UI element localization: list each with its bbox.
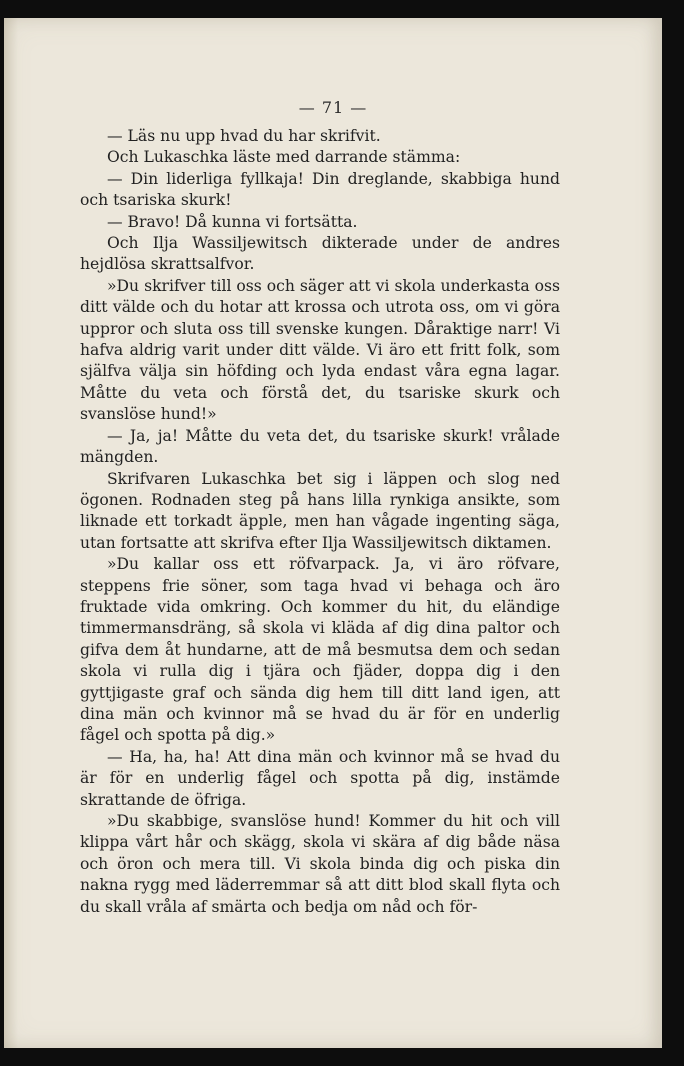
- paragraph: »Du kallar oss ett röfvarpack. Ja, vi äro röfvare, steppens frie söner, som taga hvad vi behaga och äro fruktade vida omkring. Och kommer du hit, du eländige timmermansdräng, så skola vi kläda af dig dina paltor och gifva dem åt hundarne, att de må besmutsa dem och sedan skola vi rulla dig i tjära och fjäder, doppa dig i den gyttjigaste graf och sända dig hem till ditt land igen, att dina män och kvinnor må se hvad du är för en underlig fågel och spotta på dig.»: [80, 555, 560, 745]
- body-text: [80, 126, 560, 918]
- paragraph: »Du skabbige, svanslöse hund! Kommer du hit och vill klippa vårt hår och skägg, skola vi skära af dig både näsa och öron och mera till. Vi skola binda dig och piska din nakna rygg med läderremmar så att ditt blod skall flyta och du skall vråla af smärta och bedja om nåd och för-: [80, 812, 560, 916]
- paragraph: — Ha, ha, ha! Att dina män och kvinnor må se hvad du är för en underlig fågel och spotta på dig, instämde skrattande de öfriga.: [80, 747, 560, 809]
- paragraph: — Bravo! Då kunna vi fortsätta.: [107, 212, 358, 231]
- paragraph: Och Lukaschka läste med darrande stämma:: [107, 148, 461, 167]
- book-page: [4, 18, 662, 1048]
- paragraph: — Läs nu upp hvad du har skrifvit.: [107, 127, 381, 145]
- paragraph: Skrifvaren Lukaschka bet sig i läppen och slog ned ögonen. Rodnaden steg på hans lilla rynkiga ansikte, som liknade ett torkadt äpple, men han vågade ingenting säga, utan fortsatte att skrifva efter Ilja Wassiljewitsch diktamen.: [80, 469, 560, 552]
- page-number: — 71 —: [298, 98, 368, 117]
- paragraph: — Ja, ja! Måtte du veta det, du tsariske skurk! vrålade mängden.: [80, 426, 560, 467]
- paragraph: Och Ilja Wassiljewitsch dikterade under de andres hejdlösa skrattsalfvor.: [80, 234, 560, 274]
- paragraph: »Du skrifver till oss och säger att vi skola underkasta oss ditt välde och du hotar att krossa och utrota oss, om vi göra uppror och sluta oss till svenske kungen. Dåraktige narr! Vi hafva aldrig varit under ditt välde. Vi äro ett fritt folk, som själfva välja sin höfding och lyda endast våra egna lagar. Måtte du veta och förstå det, du tsariske skurk och svanslöse hund!»: [80, 276, 560, 424]
- paragraph: — Din liderliga fyllkaja! Din dreglande, skabbiga hund och tsariska skurk!: [80, 169, 560, 210]
